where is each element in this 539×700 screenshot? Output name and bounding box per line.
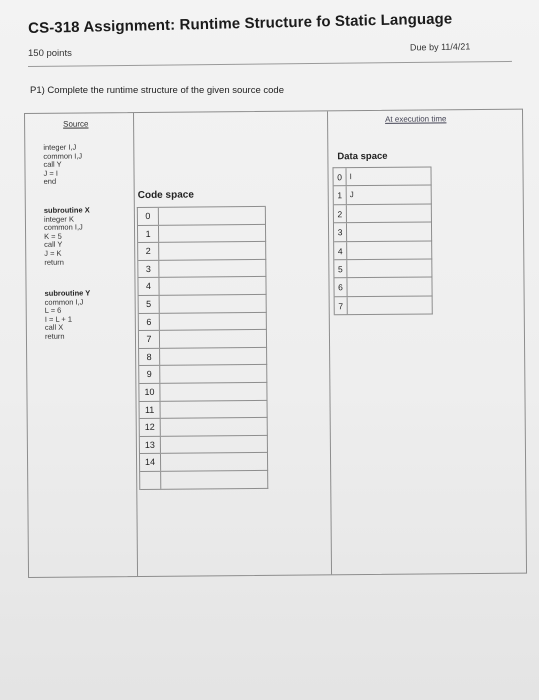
code-line: L = 6 (44, 305, 62, 316)
code-space-index: 4 (138, 278, 159, 295)
code-space-cell[interactable] (138, 224, 266, 243)
header-divider (28, 61, 512, 67)
data-space-index: 0 (333, 168, 346, 186)
code-space-cell[interactable] (138, 277, 266, 296)
data-space-cell[interactable] (334, 223, 432, 242)
code-space-cell[interactable] (140, 418, 268, 437)
page-title: CS-318 Assignment: Runtime Structure fo Static Language (28, 10, 453, 37)
code-space-index (140, 472, 161, 489)
due-date: Due by 11/4/21 (409, 41, 471, 53)
execution-heading: At execution time (385, 114, 447, 124)
data-space-cell[interactable] (335, 296, 433, 315)
code-line: common I,J (43, 222, 83, 233)
code-space-index: 14 (140, 454, 161, 471)
code-space-index: 12 (140, 419, 161, 436)
code-space-index: 2 (138, 243, 159, 260)
data-space-label: Data space (337, 150, 388, 163)
data-space-index: 5 (334, 260, 347, 278)
code-line: integer I,J (43, 142, 77, 152)
data-space-cell[interactable] (334, 259, 432, 278)
runtime-structure-frame (24, 109, 527, 578)
data-space-index: 3 (334, 223, 347, 241)
main-program-code (43, 143, 82, 186)
code-line: J = I (43, 168, 58, 178)
code-space-cell[interactable] (138, 207, 266, 226)
code-space-index: 11 (140, 401, 161, 418)
data-space-index: 1 (334, 187, 347, 205)
code-line: end (43, 177, 57, 187)
subroutine-x-code (44, 206, 90, 267)
data-space-value: I (349, 172, 352, 182)
code-space-cell[interactable] (138, 260, 266, 279)
data-space-table (332, 166, 432, 315)
code-line: call Y (44, 240, 63, 250)
code-line: call Y (43, 159, 62, 170)
code-line: common I,J (44, 297, 84, 307)
code-line: J = K (44, 248, 62, 258)
code-space-cell[interactable] (140, 436, 268, 455)
code-space-cell[interactable] (139, 312, 267, 331)
data-space-cell[interactable] (334, 186, 432, 205)
code-line: return (44, 257, 64, 267)
code-line: call X (44, 323, 64, 333)
execution-column-divider (327, 111, 332, 574)
data-space-value: J (349, 190, 354, 200)
data-space-cell[interactable] (333, 167, 431, 186)
subroutine-heading: subroutine Y (44, 288, 91, 298)
code-space-index: 13 (140, 437, 161, 454)
question-text: P1) Complete the runtime structure of the given source code (30, 85, 284, 96)
code-space-index: 9 (139, 366, 160, 383)
code-space-cell[interactable] (140, 471, 268, 490)
code-space-cell[interactable] (140, 453, 268, 472)
code-space-cell[interactable] (139, 365, 267, 384)
data-space-index: 2 (334, 205, 347, 223)
data-space-index: 6 (334, 279, 347, 297)
code-space-index: 6 (139, 313, 160, 330)
code-space-cell[interactable] (138, 242, 266, 261)
data-space-cell[interactable] (334, 204, 432, 223)
code-line: K = 5 (44, 231, 62, 241)
code-space-cell[interactable] (139, 295, 267, 314)
code-line: common I,J (43, 151, 83, 161)
code-space-index: 8 (139, 349, 160, 366)
code-space-cell[interactable] (139, 330, 267, 349)
data-space-cell[interactable] (334, 241, 432, 260)
points-label: 150 points (28, 48, 72, 59)
subroutine-heading: subroutine X (43, 205, 90, 215)
code-space-index: 7 (139, 331, 160, 348)
code-space-cell[interactable] (139, 348, 267, 367)
code-line: I = L + 1 (44, 314, 73, 324)
code-line: return (44, 331, 65, 341)
code-space-label: Code space (137, 189, 194, 202)
code-space-cell[interactable] (139, 383, 267, 402)
code-space-index: 0 (138, 208, 159, 225)
code-space-index: 5 (139, 296, 160, 313)
code-space-table (137, 206, 268, 490)
code-line: integer K (43, 214, 74, 224)
code-space-cell[interactable] (140, 400, 268, 419)
source-heading: Source (63, 119, 89, 129)
code-space-index: 1 (138, 225, 159, 242)
data-space-index: 4 (334, 242, 347, 260)
subroutine-y-code (45, 289, 91, 341)
data-space-cell[interactable] (334, 278, 432, 297)
data-space-index: 7 (335, 297, 348, 315)
code-space-index: 10 (139, 384, 160, 401)
code-space-index: 3 (138, 261, 159, 278)
